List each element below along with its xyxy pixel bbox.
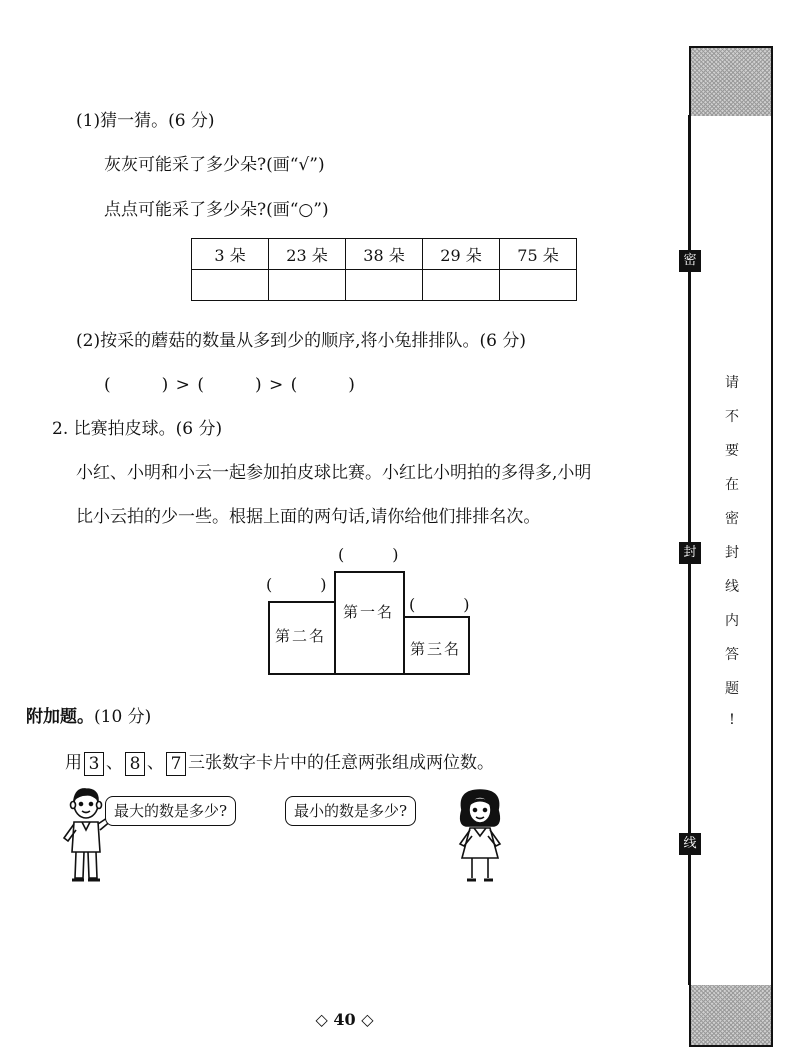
- girl-speech-bubble: 最小的数是多少?: [285, 796, 416, 826]
- podium-first-block: [334, 571, 405, 675]
- hatch-bottom: [691, 985, 771, 1045]
- answer-cell[interactable]: [423, 270, 500, 301]
- number-card: 8: [125, 752, 145, 776]
- podium-second-label: 第二名: [275, 627, 327, 645]
- podium-third-block: [403, 616, 470, 675]
- bonus-prefix: 用: [65, 753, 82, 773]
- notice-char: 在: [725, 477, 739, 493]
- seal-mi: 密: [679, 250, 701, 272]
- table-header-cell: 38 朵: [346, 239, 423, 270]
- bonus-instruction: [65, 748, 494, 776]
- notice-char: 内: [725, 613, 739, 629]
- bonus-title: 附加题。: [26, 707, 94, 727]
- notice-char: 要: [725, 443, 739, 459]
- notice-char: 题: [725, 681, 739, 697]
- number-card: 7: [166, 752, 186, 776]
- card-separator: 、: [106, 753, 123, 773]
- girl-illustration: [452, 788, 508, 886]
- table-header-cell: 75 朵: [500, 239, 577, 270]
- seal-feng: 封: [679, 542, 701, 564]
- q1-part2-title: (2)按采的蘑菇的数量从多到少的顺序,将小兔排排队。(6 分): [76, 331, 526, 351]
- notice-char: 密: [725, 511, 739, 527]
- podium-third-label: 第三名: [410, 640, 462, 658]
- table-row: [192, 270, 577, 301]
- boy-speech-bubble: 最大的数是多少?: [105, 796, 236, 826]
- bonus-score: (10 分): [94, 707, 152, 727]
- answer-cell[interactable]: [192, 270, 269, 301]
- q1-line-huihui: 灰灰可能采了多少朵?(画“√”): [104, 155, 325, 175]
- second-place-blank[interactable]: ( ): [266, 575, 327, 594]
- table-row: [192, 239, 577, 270]
- notice-char: 不: [725, 409, 739, 425]
- first-place-blank[interactable]: ( ): [338, 545, 399, 564]
- q2-title: 2. 比赛拍皮球。(6 分): [52, 419, 223, 439]
- bonus-heading: [26, 702, 151, 727]
- q1-line-diandian: 点点可能采了多少朵?(画“○”): [104, 200, 329, 220]
- answer-cell[interactable]: [269, 270, 346, 301]
- q1-order-line[interactable]: ( ) > ( ) > ( ): [104, 375, 355, 395]
- answer-cell[interactable]: [500, 270, 577, 301]
- notice-char: 线: [725, 579, 739, 595]
- hatch-top: [691, 48, 771, 116]
- table-header-cell: 3 朵: [192, 239, 269, 270]
- card-separator: 、: [147, 753, 164, 773]
- notice-char: 答: [725, 647, 739, 663]
- number-card: 3: [84, 752, 104, 776]
- notice-char: 封: [725, 545, 739, 561]
- page-number: ◇ 40 ◇: [315, 1010, 374, 1029]
- q2-para-line1: 小红、小明和小云一起参加拍皮球比赛。小红比小明拍的多得多,小明: [76, 463, 592, 483]
- third-place-blank[interactable]: ( ): [409, 595, 470, 614]
- notice-char: 请: [725, 375, 739, 391]
- table-header-cell: 29 朵: [423, 239, 500, 270]
- q1-part1-title: (1)猜一猜。(6 分): [76, 111, 215, 131]
- mushroom-count-table: [191, 238, 577, 301]
- answer-cell[interactable]: [346, 270, 423, 301]
- podium-second-block: [268, 601, 336, 675]
- notice-char: !: [729, 712, 735, 728]
- q2-para-line2: 比小云拍的少一些。根据上面的两句话,请你给他们排排名次。: [76, 507, 541, 527]
- bonus-suffix: 三张数字卡片中的任意两张组成两位数。: [188, 753, 494, 773]
- table-header-cell: 23 朵: [269, 239, 346, 270]
- seal-xian: 线: [679, 833, 701, 855]
- podium-first-label: 第一名: [343, 603, 395, 621]
